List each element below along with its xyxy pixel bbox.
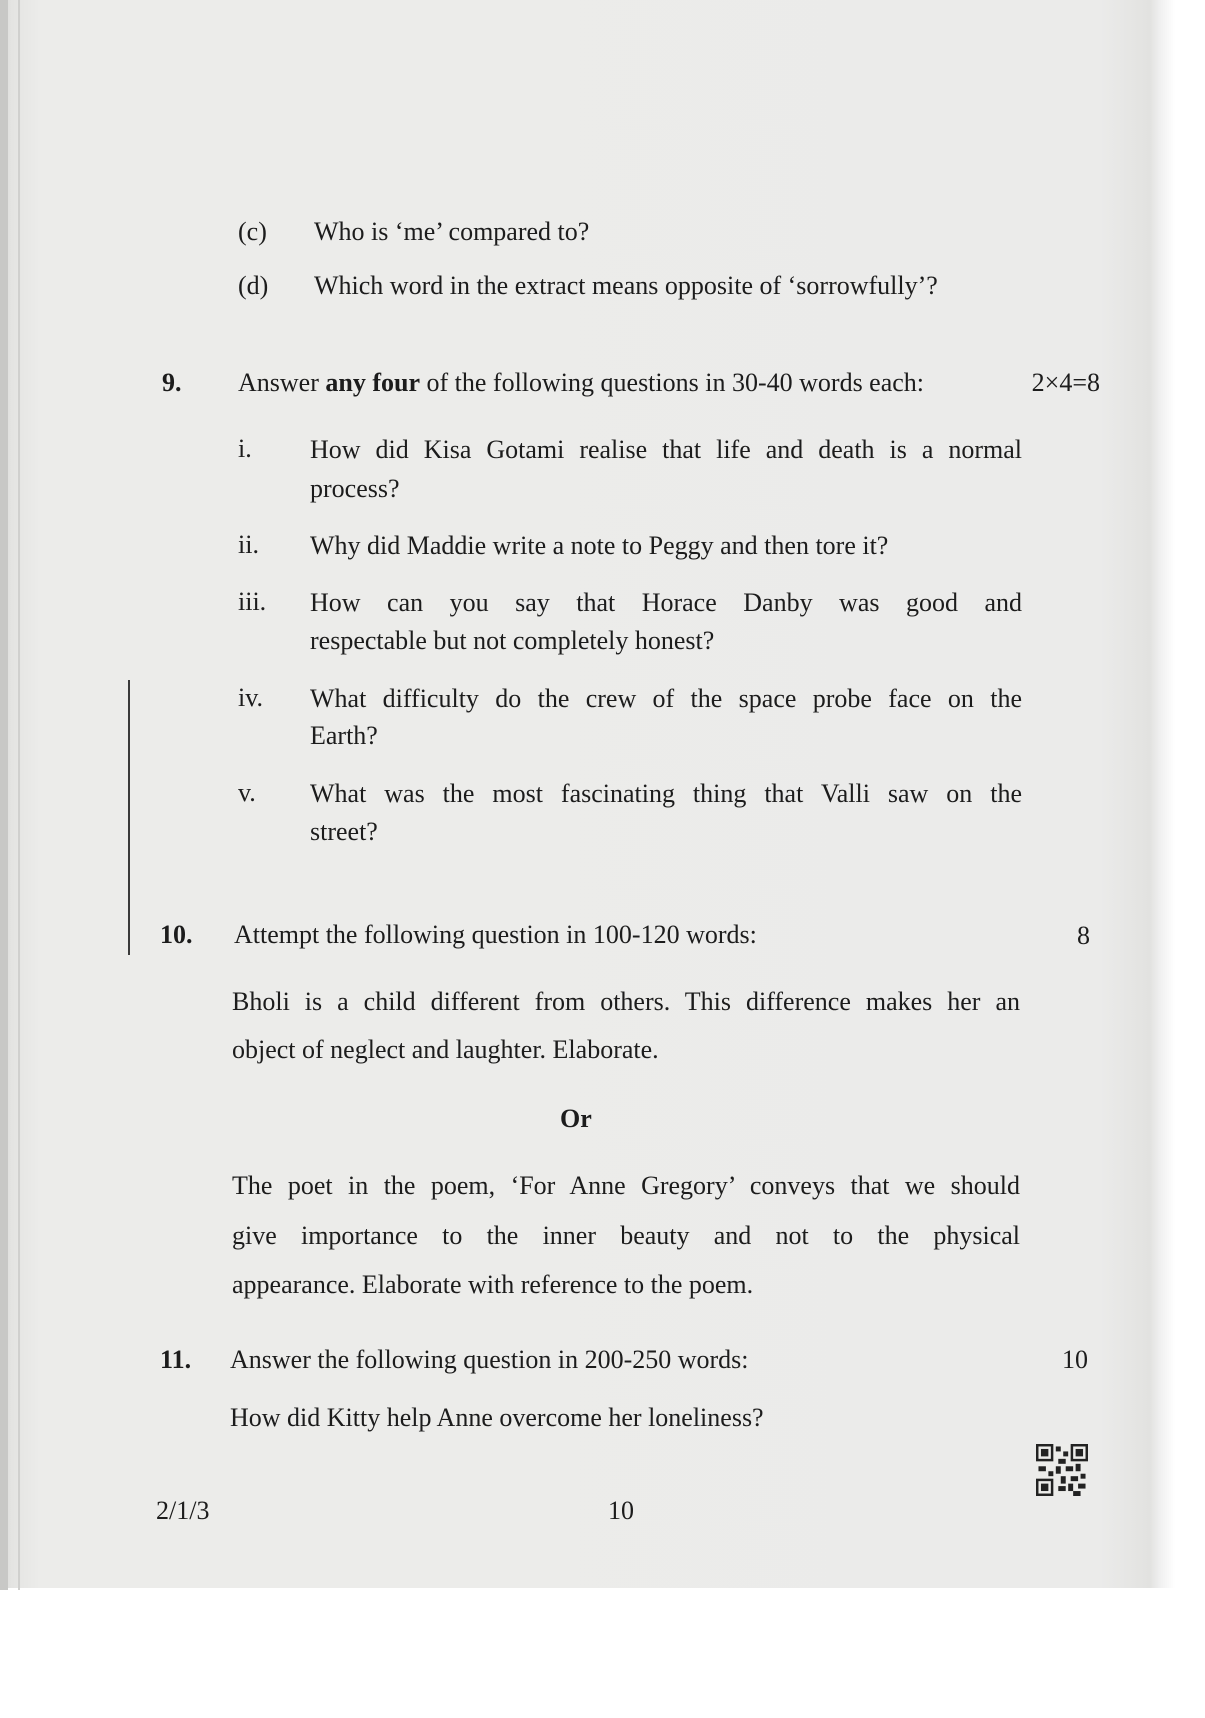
- q9-item-text-cont: Earth?: [310, 721, 378, 750]
- q10-option1-text: Bholi is a child different from others. This difference makes her an: [232, 987, 1020, 1016]
- q10-number: 10.: [160, 920, 193, 949]
- q10-option1-text-cont: object of neglect and laughter. Elaborate.: [232, 1035, 659, 1064]
- q9-item-text-cont: respectable but not completely honest?: [310, 626, 715, 655]
- q9-item-text: What was the most fascinating thing that Valli saw on the: [310, 779, 1022, 808]
- q9-item-text-cont: process?: [310, 474, 400, 503]
- page-number: 10: [608, 1496, 634, 1525]
- q9-number: 9.: [162, 368, 182, 397]
- q9-item-text: How did Kisa Gotami realise that life and death is a normal: [310, 435, 1022, 464]
- q9-item-label: i.: [238, 434, 252, 463]
- q8-d-text: Which word in the extract means opposite of ‘sorrowfully’?: [314, 271, 938, 300]
- q9-item-label: ii.: [238, 530, 259, 559]
- q8-c-text: Who is ‘me’ compared to?: [314, 217, 590, 246]
- q10-option2-text-cont: give importance to the inner beauty and not to the physical: [232, 1221, 1020, 1250]
- q10-marks: 8: [1077, 921, 1090, 950]
- q9-item-text-cont: street?: [310, 817, 378, 846]
- q11-question: How did Kitty help Anne overcome her loneliness?: [230, 1403, 764, 1432]
- q9-item-label: iii.: [238, 587, 267, 616]
- q10-option2-text-cont: appearance. Elaborate with reference to the poem.: [232, 1270, 754, 1299]
- q9-item-text: Why did Maddie write a note to Peggy and then tore it?: [310, 531, 889, 560]
- q11-number: 11.: [160, 1345, 192, 1374]
- q10-option2-text: The poet in the poem, ‘For Anne Gregory’ conveys that we should: [232, 1171, 1020, 1200]
- q9-item-text: What difficulty do the crew of the space probe face on the: [310, 684, 1022, 713]
- paper-code: 2/1/3: [156, 1496, 210, 1525]
- or-divider: Or: [560, 1104, 592, 1133]
- qr-code-icon: [1036, 1444, 1088, 1496]
- q8-d-label: (d): [238, 271, 269, 300]
- page-fold: [18, 0, 20, 1590]
- q9-marks: 2×4=8: [1031, 368, 1100, 397]
- page-bottom-margin: [0, 1588, 1205, 1718]
- q9-item-text: How can you say that Horace Danby was good and: [310, 588, 1022, 617]
- q9-item-label: iv.: [238, 683, 264, 712]
- q11-prompt: Answer the following question in 200-250 words:: [230, 1345, 749, 1374]
- q10-prompt: Attempt the following question in 100-120 words:: [234, 920, 757, 949]
- margin-mark: [128, 680, 130, 955]
- q11-marks: 10: [1062, 1345, 1088, 1374]
- q8-c-label: (c): [238, 217, 267, 246]
- q9-prompt: Answer any four of the following questions in 30-40 words each:: [238, 368, 925, 397]
- q9-item-label: v.: [238, 778, 256, 807]
- page-edge: [0, 0, 8, 1590]
